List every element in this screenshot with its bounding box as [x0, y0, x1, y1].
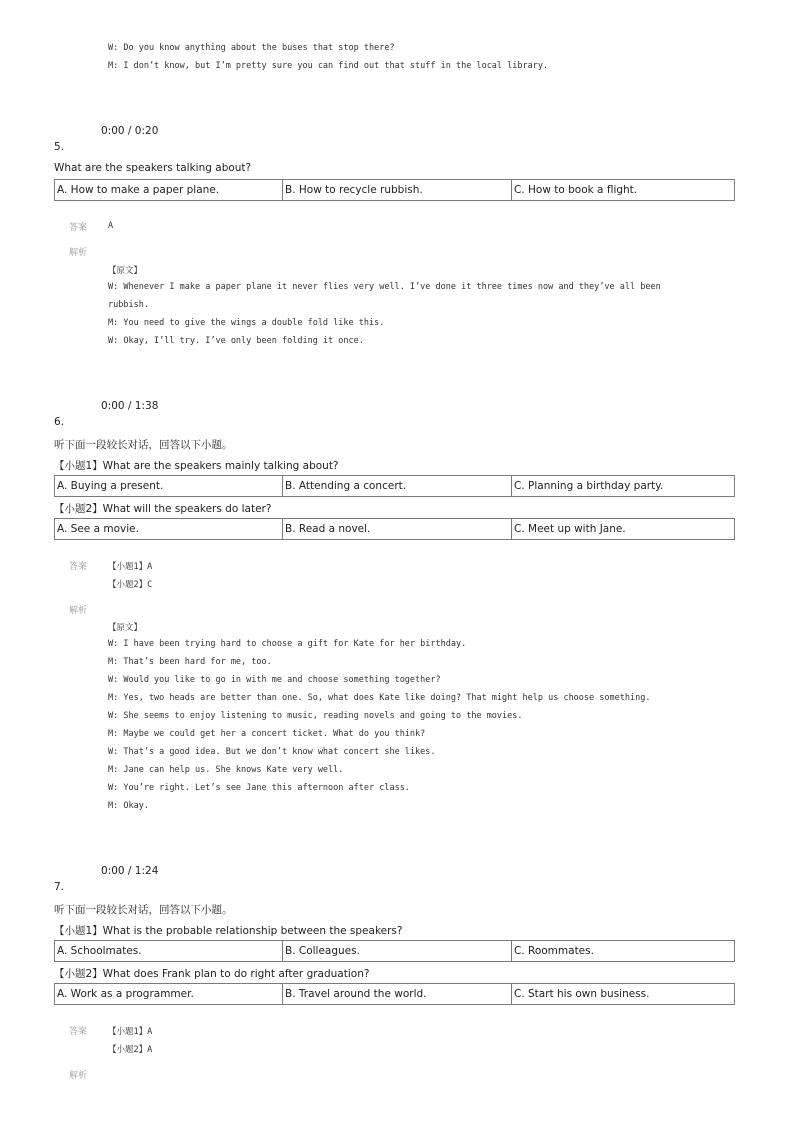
question-number: 6. [54, 416, 65, 428]
answer-label: 答案 [69, 1027, 88, 1037]
analysis-label: 解析 [69, 1071, 88, 1081]
transcript-line: W: Okay, I’ll try. I’ve only been folding it once. [108, 336, 364, 346]
instruction-text: 听下面一段较长对话，回答以下小题。 [54, 439, 233, 451]
question-number: 5. [54, 141, 65, 153]
question-number: 7. [54, 881, 65, 893]
options-table [54, 518, 735, 540]
option-c[interactable]: C. Roommates. [512, 941, 735, 962]
option-c[interactable]: C. How to book a flight. [512, 180, 735, 201]
options-table [54, 940, 735, 962]
transcript-line: M: Maybe we could get her a concert ticket. What do you think? [108, 729, 426, 739]
answer-value: 【小题2】A [108, 1045, 153, 1055]
options-table [54, 983, 735, 1005]
transcript-line: W: She seems to enjoy listening to music, reading novels and going to the movies. [108, 711, 523, 721]
instruction-text: 听下面一段较长对话，回答以下小题。 [54, 904, 233, 916]
option-b[interactable]: B. Travel around the world. [283, 984, 512, 1005]
sub-question-1: 【小题1】What is the probable relationship between the speakers? [54, 925, 403, 937]
dialogue-line: M: I don’t know, but I’m pretty sure you can find out that stuff in the local library. [108, 61, 549, 71]
analysis-label: 解析 [69, 606, 88, 616]
sub-question-2: 【小题2】What will the speakers do later? [54, 503, 272, 515]
answer-label: 答案 [69, 223, 88, 233]
transcript-label: 【原文】 [108, 623, 143, 633]
transcript-line: M: Jane can help us. She knows Kate very well. [108, 765, 344, 775]
option-c[interactable]: C. Planning a birthday party. [512, 476, 735, 497]
audio-time[interactable]: 0:00 / 1:38 [101, 400, 159, 412]
transcript-line: M: Okay. [108, 801, 149, 811]
transcript-line: W: That’s a good idea. But we don’t know what concert she likes. [108, 747, 436, 757]
option-b[interactable]: B. How to recycle rubbish. [283, 180, 512, 201]
option-b[interactable]: B. Colleagues. [283, 941, 512, 962]
audio-time[interactable]: 0:00 / 0:20 [101, 125, 159, 137]
dialogue-line: W: Do you know anything about the buses that stop there? [108, 43, 395, 53]
sub-question-1: 【小题1】What are the speakers mainly talking about? [54, 460, 339, 472]
answer-value: 【小题1】A [108, 562, 153, 572]
transcript-line: M: Yes, two heads are better than one. So, what does Kate like doing? That might help us choose something. [108, 693, 651, 703]
option-b[interactable]: B. Read a novel. [283, 519, 512, 540]
transcript-line: W: Would you like to go in with me and choose something together? [108, 675, 441, 685]
transcript-label: 【原文】 [108, 266, 143, 276]
transcript-line: W: I have been trying hard to choose a gift for Kate for her birthday. [108, 639, 467, 649]
transcript-line: M: That’s been hard for me, too. [108, 657, 272, 667]
analysis-label: 解析 [69, 248, 88, 258]
answer-value: 【小题2】C [108, 580, 153, 590]
option-a[interactable]: A. Buying a present. [55, 476, 283, 497]
options-table [54, 179, 735, 201]
answer-value: 【小题1】A [108, 1027, 153, 1037]
transcript-line: W: You’re right. Let’s see Jane this afternoon after class. [108, 783, 410, 793]
option-a[interactable]: A. How to make a paper plane. [55, 180, 283, 201]
answer-label: 答案 [69, 562, 88, 572]
option-a[interactable]: A. Work as a programmer. [55, 984, 283, 1005]
options-table [54, 475, 735, 497]
audio-time[interactable]: 0:00 / 1:24 [101, 865, 159, 877]
option-b[interactable]: B. Attending a concert. [283, 476, 512, 497]
transcript-line: W: Whenever I make a paper plane it never flies very well. I’ve done it three times now and they’ve all been [108, 282, 661, 292]
option-a[interactable]: A. Schoolmates. [55, 941, 283, 962]
transcript-line: rubbish. [108, 300, 149, 310]
answer-value: A [108, 221, 114, 231]
question-text: What are the speakers talking about? [54, 162, 252, 174]
transcript-line: M: You need to give the wings a double fold like this. [108, 318, 385, 328]
option-c[interactable]: C. Meet up with Jane. [512, 519, 735, 540]
option-a[interactable]: A. See a movie. [55, 519, 283, 540]
option-c[interactable]: C. Start his own business. [512, 984, 735, 1005]
sub-question-2: 【小题2】What does Frank plan to do right after graduation? [54, 968, 370, 980]
